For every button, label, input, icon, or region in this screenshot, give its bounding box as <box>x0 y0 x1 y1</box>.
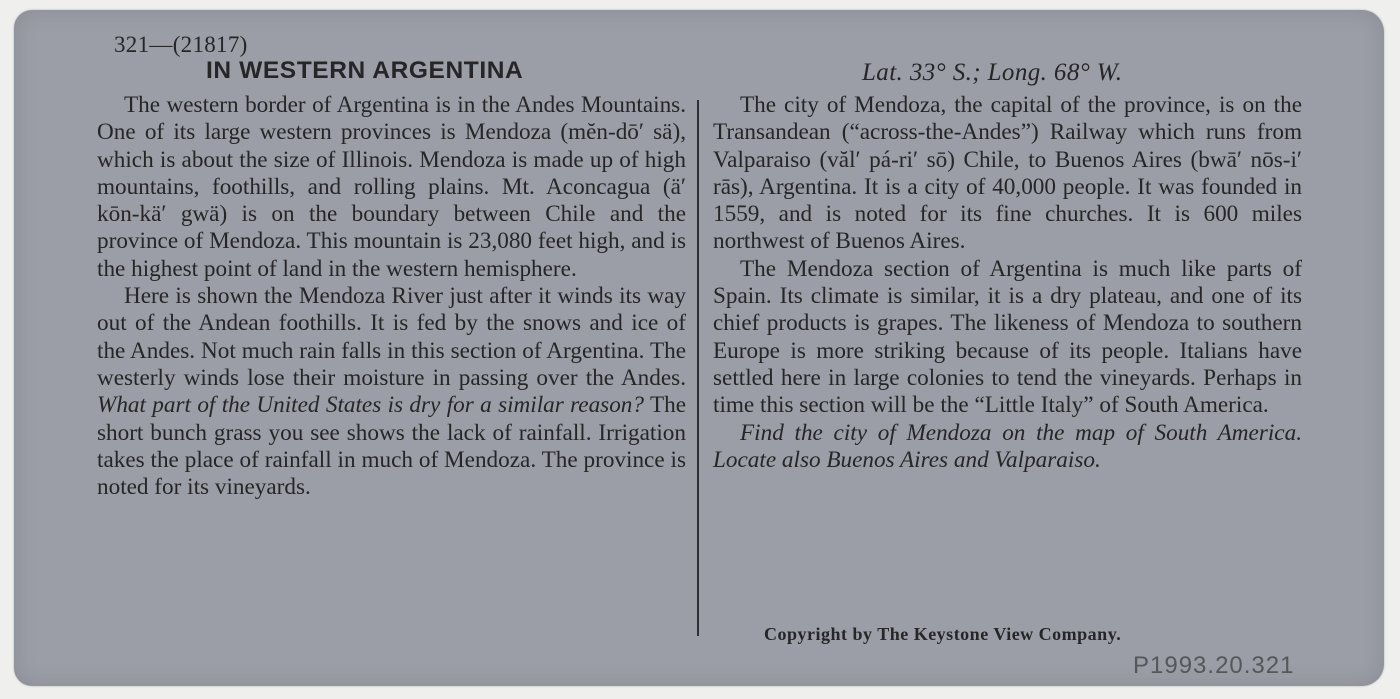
left-paragraph-2 <box>97 283 686 501</box>
copyright-line: Copyright by The Keystone View Company. <box>764 624 1122 644</box>
column-divider <box>697 100 699 636</box>
map-exercise: Find the city of Mendoza on the map of South America. Locate also Buenos Aires and Valparaiso. <box>713 419 1302 473</box>
left-paragraph-2-start: Here is shown the Mendoza River just after it winds its way out of the Andean foothills. It is fed by the snows and ice of the Andes. Not much rain falls in this section of Argentina. The westerly winds lose their moisture in passing over the Andes. <box>97 283 686 391</box>
card-title: IN WESTERN ARGENTINA <box>206 57 524 84</box>
latitude-longitude: Lat. 33° S.; Long. 68° W. <box>862 59 1123 86</box>
geography-question: What part of the United States is dry for a similar reason? <box>97 392 644 419</box>
left-text-column <box>97 92 686 501</box>
left-paragraph-1: The western border of Argentina is in the Andes Mountains. One of its large western provinces is Mendoza (mĕn-dō′ sä), which is about the size of Illinois. Mendoza is made up of high mountains, foothills, and rolling plains. Mt. Aconcagua (ä′ kōn-kä′ gwä) is on the boundary between Chile and the province of Mendoza. This mountain is 23,080 feet high, and is the highest point of land in the western hemisphere. <box>97 92 686 282</box>
catalog-number: 321—(21817) <box>114 32 248 57</box>
right-text-column <box>713 92 1302 474</box>
left-paragraph-2-end: The short bunch grass you see shows the lack of rainfall. Irrigation takes the place of rainfall in much of Mendoza. The province is noted for its vineyards. <box>97 392 686 501</box>
right-paragraph-3 <box>713 420 1302 475</box>
right-paragraph-2: The Mendoza section of Argentina is much like parts of Spain. Its climate is similar, it is a dry plateau, and one of its chief products is grapes. The likeness of Mendoza to southern Europe is more striking because of its people. Italians have settled here in large colonies to tend the vineyards. Perhaps in time this section will be the “Little Italy” of South America. <box>713 255 1302 419</box>
accession-number: P1993.20.321 <box>1133 652 1295 679</box>
right-paragraph-1: The city of Mendoza, the capital of the province, is on the Transandean (“across-the-Andes”) Railway which runs from Valparaiso (văl′ pá-ri′ sō) Chile, to Buenos Aires (bwā′ nōs-i′ rās), Argentina. It is a city of 40,000 people. It was founded in 1559, and is noted for its fine churches. It is 600 miles northwest of Buenos Aires. <box>713 92 1302 255</box>
